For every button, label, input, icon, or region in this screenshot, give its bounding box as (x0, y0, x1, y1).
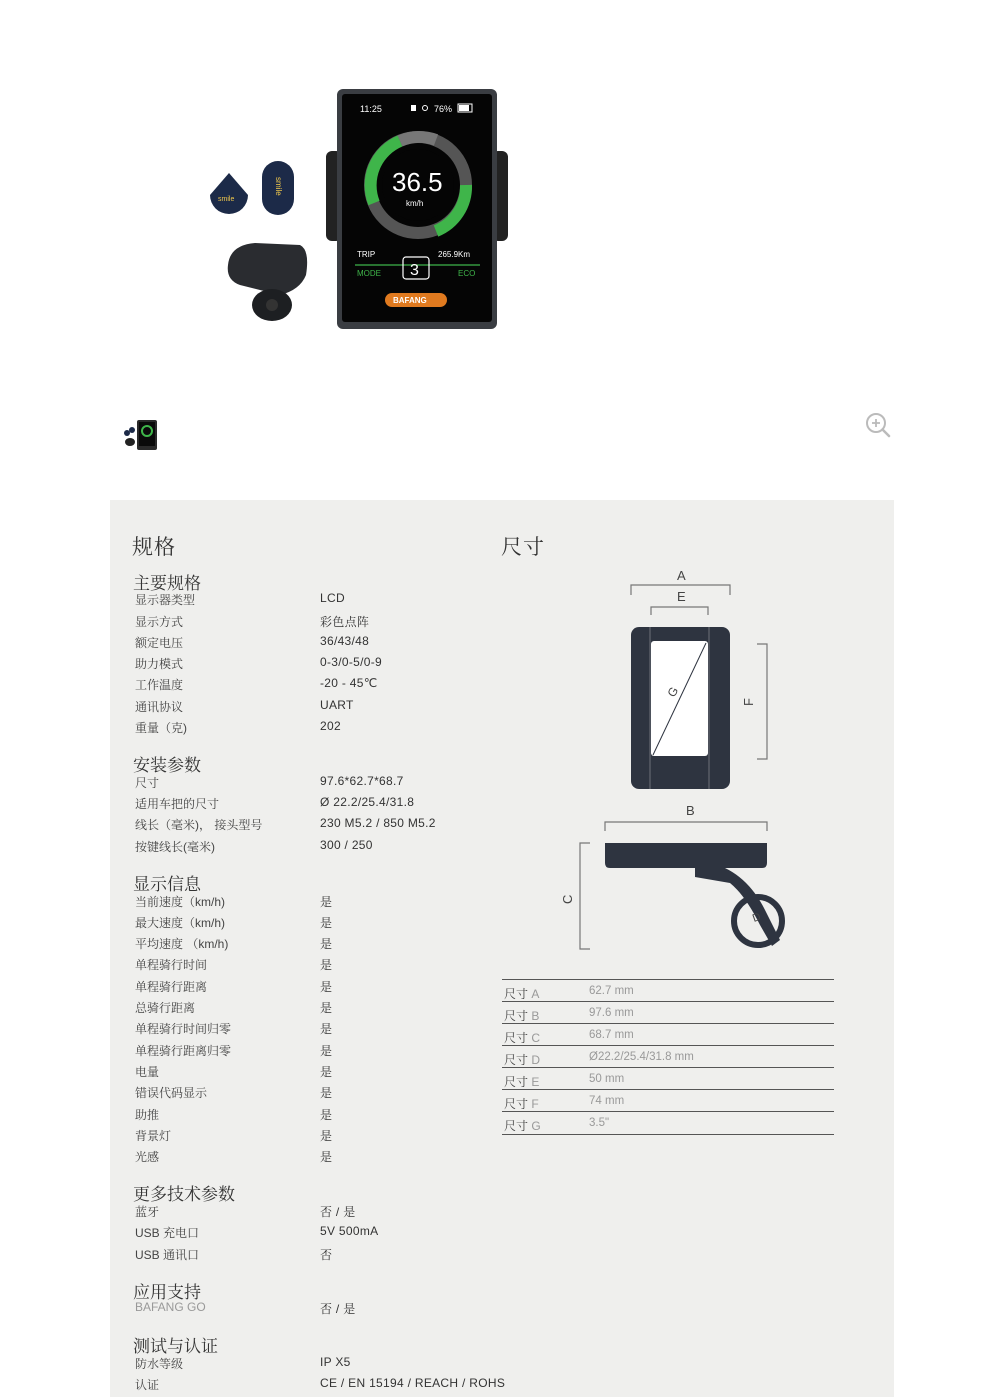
spec-label: 助推 (135, 1108, 160, 1122)
spec-value: IP X5 (320, 1355, 351, 1369)
spec-label: BAFANG GO (135, 1300, 206, 1314)
spec-value: 是 (320, 1065, 333, 1079)
spec-label: 单程骑行距离归零 (135, 1044, 232, 1058)
display-mode-label: MODE (357, 269, 381, 278)
thumbnail-image[interactable] (120, 418, 160, 452)
spec-value: 否 / 是 (320, 1302, 356, 1316)
dim-row-divider (502, 1001, 834, 1002)
dim-table-border (502, 979, 834, 980)
spec-label: 防水等级 (135, 1357, 184, 1371)
display-brand: BAFANG (393, 296, 427, 305)
dim-row-value: 62.7 mm (589, 985, 634, 997)
spec-value: 是 (320, 895, 333, 909)
group-title-cert: 测试与认证 (133, 1337, 218, 1356)
spec-label: 单程骑行距离 (135, 980, 208, 994)
spec-label: 背景灯 (135, 1129, 172, 1143)
spec-label: 总骑行距离 (135, 1001, 196, 1015)
spec-value: 是 (320, 1001, 333, 1015)
spec-value: 300 / 250 (320, 838, 373, 852)
spec-label: 认证 (135, 1378, 160, 1392)
dim-row-value: 3.5" (589, 1117, 610, 1129)
product-image (200, 85, 520, 335)
diagram-label-f: F (741, 698, 756, 706)
spec-value: 是 (320, 937, 333, 951)
spec-label: 工作温度 (135, 678, 184, 692)
fob-text-large: smile (274, 177, 283, 196)
spec-label: 光感 (135, 1150, 160, 1164)
group-title-more: 更多技术参数 (133, 1185, 235, 1204)
spec-value: 202 (320, 719, 341, 733)
nfc-fob-large (262, 161, 294, 215)
spec-label: 蓝牙 (135, 1205, 160, 1219)
spec-label: 错误代码显示 (135, 1086, 208, 1100)
dim-row-value: 68.7 mm (589, 1029, 634, 1041)
group-title-display: 显示信息 (133, 875, 201, 894)
diagram-label-e: E (677, 589, 686, 604)
spec-value: 是 (320, 1022, 333, 1036)
dim-row-divider (502, 1067, 834, 1068)
dim-row-label: 尺寸 E (504, 1075, 540, 1089)
spec-label: 当前速度（km/h) (135, 895, 226, 909)
spec-value: 是 (320, 980, 333, 994)
dim-row-divider (502, 1134, 834, 1135)
spec-label: USB 充电口 (135, 1226, 200, 1240)
dim-row-value: 74 mm (589, 1095, 625, 1107)
dim-row-value: 50 mm (589, 1073, 625, 1085)
spec-label: 适用车把的尺寸 (135, 797, 220, 811)
spec-label: 按键线长(毫米) (135, 840, 215, 854)
dim-row-label: 尺寸 A (504, 987, 540, 1001)
spec-value: 是 (320, 1108, 333, 1122)
dim-row-divider (502, 1111, 834, 1112)
spec-value: 5V 500mA (320, 1224, 379, 1238)
spec-label: USB 通讯口 (135, 1248, 200, 1262)
display-speed-unit: km/h (406, 199, 424, 208)
dimensions-title: 尺寸 (501, 536, 545, 559)
spec-value: 230 M5.2 / 850 M5.2 (320, 816, 436, 830)
fob-text-small: smile (218, 196, 235, 203)
spec-value: 是 (320, 1129, 333, 1143)
spec-label: 单程骑行时间 (135, 958, 208, 972)
spec-value: 0-3/0-5/0-9 (320, 655, 382, 669)
spec-value: Ø 22.2/25.4/31.8 (320, 795, 415, 809)
spec-value: 36/43/48 (320, 634, 370, 648)
diagram-label-a: A (677, 568, 686, 583)
spec-label: 电量 (135, 1065, 160, 1079)
spec-label: 显示方式 (135, 615, 184, 629)
spec-value: 彩色点阵 (320, 615, 370, 629)
spec-label: 尺寸 (135, 776, 160, 790)
group-title-main: 主要规格 (133, 574, 201, 593)
diagram-label-b: B (686, 803, 695, 818)
spec-label: 平均速度 （km/h) (135, 937, 229, 951)
dim-row-label: 尺寸 D (504, 1053, 541, 1067)
spec-label: 重量（克) (135, 721, 187, 735)
spec-label: 额定电压 (135, 636, 184, 650)
display-trip-value: 265.9Km (438, 250, 471, 259)
display-trip-label: TRIP (357, 250, 376, 259)
group-title-app: 应用支持 (133, 1283, 201, 1302)
dim-row-value: Ø22.2/25.4/31.8 mm (589, 1051, 694, 1063)
spec-value: 是 (320, 1044, 333, 1058)
zoom-in-icon[interactable] (864, 411, 892, 439)
spec-value: -20 - 45℃ (320, 676, 378, 690)
group-title-install: 安装参数 (133, 756, 201, 775)
dim-row-divider (502, 1089, 834, 1090)
spec-label: 显示器类型 (135, 593, 196, 607)
display-mode-value: 3 (410, 262, 419, 279)
spec-label: 最大速度（km/h) (135, 916, 226, 930)
spec-label: 通讯协议 (135, 700, 184, 714)
diagram-label-c: C (560, 894, 575, 904)
spec-value: 否 / 是 (320, 1205, 356, 1219)
dim-row-value: 97.6 mm (589, 1007, 634, 1019)
spec-value: 否 (320, 1248, 333, 1262)
spec-value: UART (320, 698, 354, 712)
dim-row-divider (502, 1023, 834, 1024)
dimension-diagram (550, 565, 800, 960)
nfc-fob-small (210, 173, 248, 214)
specs-title: 规格 (132, 536, 176, 559)
diagram-side-view (605, 843, 767, 868)
spec-value: LCD (320, 591, 345, 605)
spec-value: 是 (320, 958, 333, 972)
spec-value: CE / EN 15194 / REACH / ROHS (320, 1376, 506, 1390)
spec-label: 助力模式 (135, 657, 184, 671)
dim-row-label: 尺寸 G (504, 1119, 541, 1133)
dim-row-label: 尺寸 C (504, 1031, 541, 1045)
spec-value: 是 (320, 1150, 333, 1164)
dim-row-label: 尺寸 F (504, 1097, 539, 1111)
dim-row-label: 尺寸 B (504, 1009, 540, 1023)
spec-value: 是 (320, 1086, 333, 1100)
diagram-label-d: D (750, 910, 763, 925)
display-eco-label: ECO (458, 269, 476, 278)
display-battery-text: 76% (434, 104, 453, 114)
spec-value: 97.6*62.7*68.7 (320, 774, 404, 788)
remote-control (228, 243, 307, 321)
spec-label: 线长（毫米)， 接头型号 (135, 818, 263, 832)
spec-label: 单程骑行时间归零 (135, 1022, 232, 1036)
diagram-label-g: G (664, 684, 682, 700)
display-time: 11:25 (360, 104, 382, 114)
display-speed: 36.5 (392, 167, 443, 197)
spec-value: 是 (320, 916, 333, 930)
lock-icon (411, 105, 416, 111)
dim-row-divider (502, 1045, 834, 1046)
